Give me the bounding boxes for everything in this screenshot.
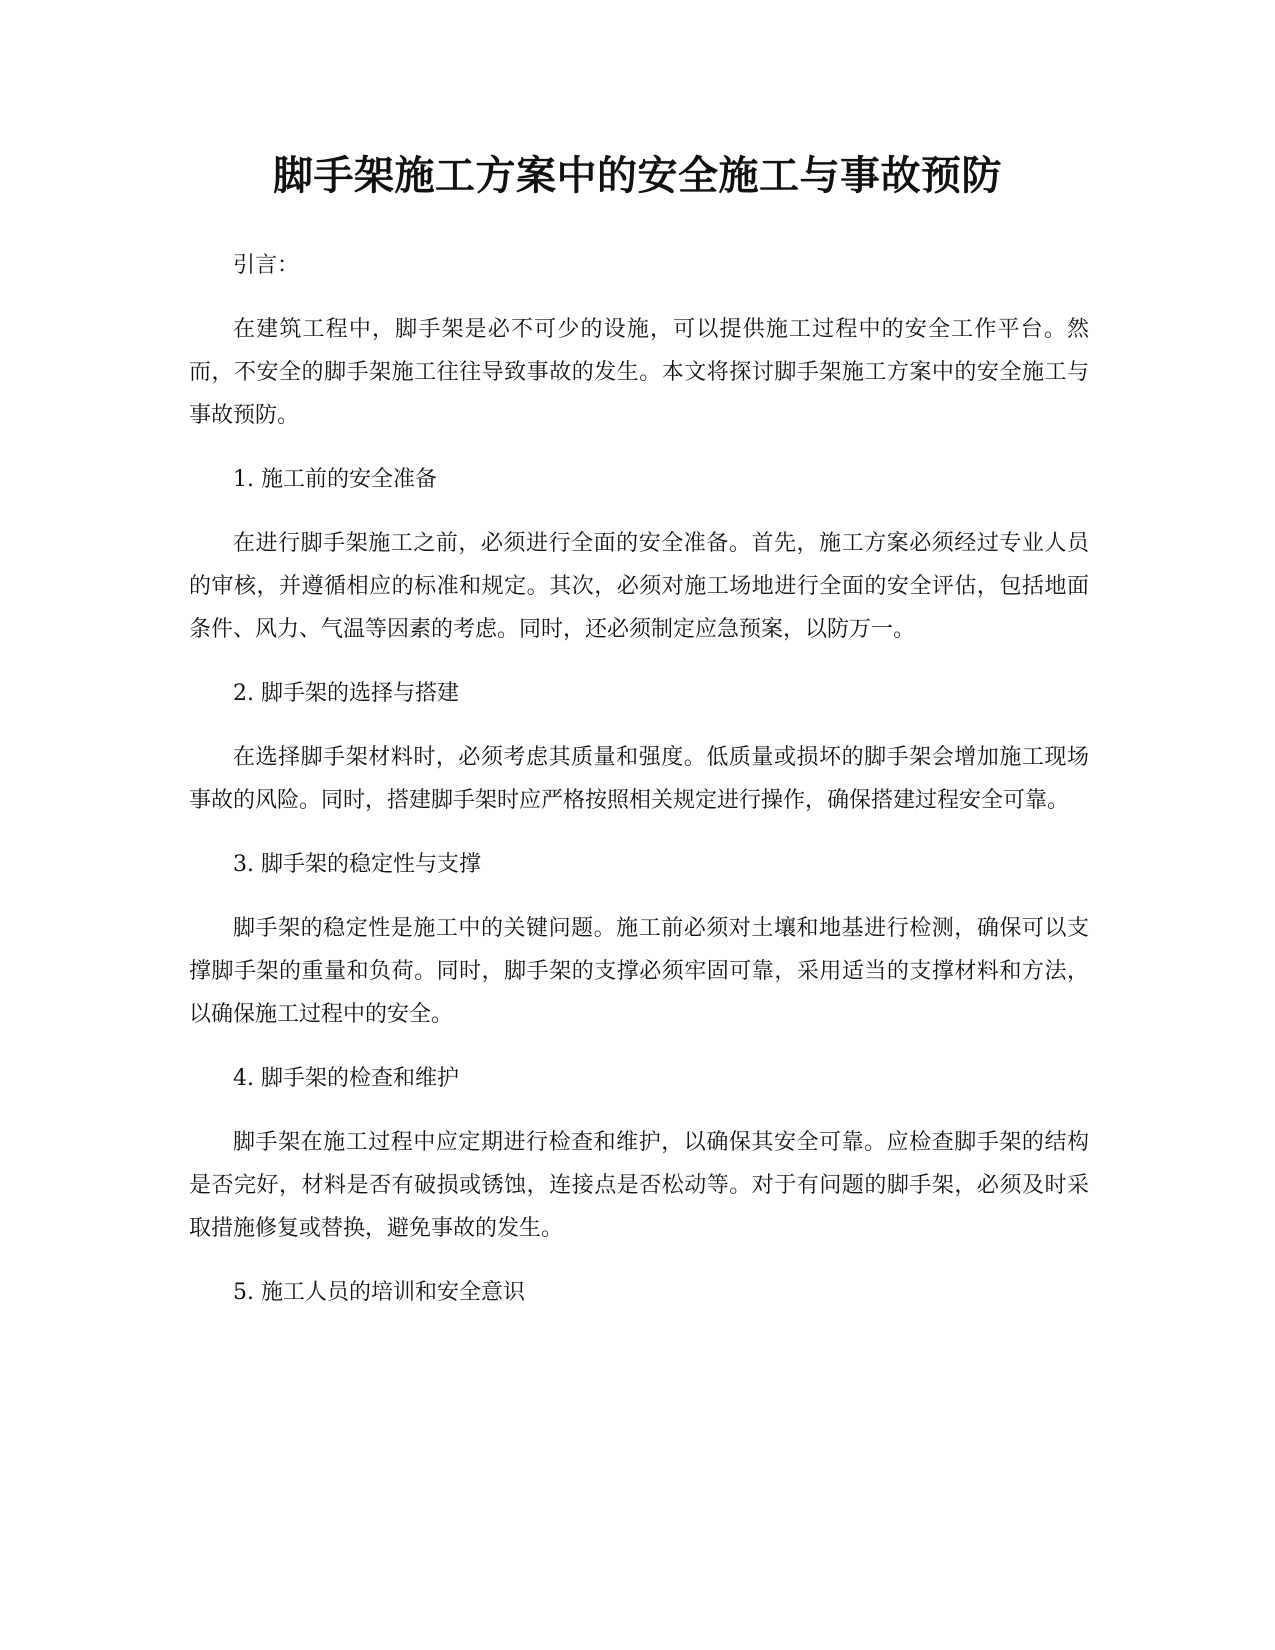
document-title: 脚手架施工方案中的安全施工与事故预防 <box>273 153 1002 199</box>
intro-paragraph: 在建筑工程中，脚手架是必不可少的设施，可以提供施工过程中的安全工作平台。然而，不安全的脚手架施工往往导致事故的发生。本文将探讨脚手架施工方案中的安全施工与事故预防。 <box>189 317 1089 428</box>
section-paragraph-4: 脚手架在施工过程中应定期进行检查和维护，以确保其安全可靠。应检查脚手架的结构是否完好，材料是否有破损或锈蚀，连接点是否松动等。对于有问题的脚手架，必须及时采取措施修复或替换，避免事故的发生。 <box>189 1130 1089 1241</box>
section-paragraph-1: 在进行脚手架施工之前，必须进行全面的安全准备。首先，施工方案必须经过专业人员的审核，并遵循相应的标准和规定。其次，必须对施工场地进行全面的安全评估，包括地面条件、风力、气温等因素的考虑。同时，还必须制定应急预案，以防万一。 <box>189 531 1089 642</box>
section-heading-5: 5. 施工人员的培训和安全意识 <box>233 1280 525 1305</box>
section-heading-2: 2. 脚手架的选择与搭建 <box>233 681 459 706</box>
document-body <box>189 244 1089 1335</box>
intro-label: 引言： <box>233 253 300 278</box>
section-heading-4: 4. 脚手架的检查和维护 <box>233 1066 459 1091</box>
section-paragraph-3: 脚手架的稳定性是施工中的关键问题。施工前必须对土壤和地基进行检测，确保可以支撑脚手架的重量和负荷。同时，脚手架的支撑必须牢固可靠，采用适当的支撑材料和方法，以确保施工过程中的安全。 <box>189 916 1089 1027</box>
section-heading-1: 1. 施工前的安全准备 <box>233 467 437 492</box>
section-paragraph-2: 在选择脚手架材料时，必须考虑其质量和强度。低质量或损坏的脚手架会增加施工现场事故的风险。同时，搭建脚手架时应严格按照相关规定进行操作，确保搭建过程安全可靠。 <box>189 745 1089 813</box>
section-heading-3: 3. 脚手架的稳定性与支撑 <box>233 852 481 877</box>
